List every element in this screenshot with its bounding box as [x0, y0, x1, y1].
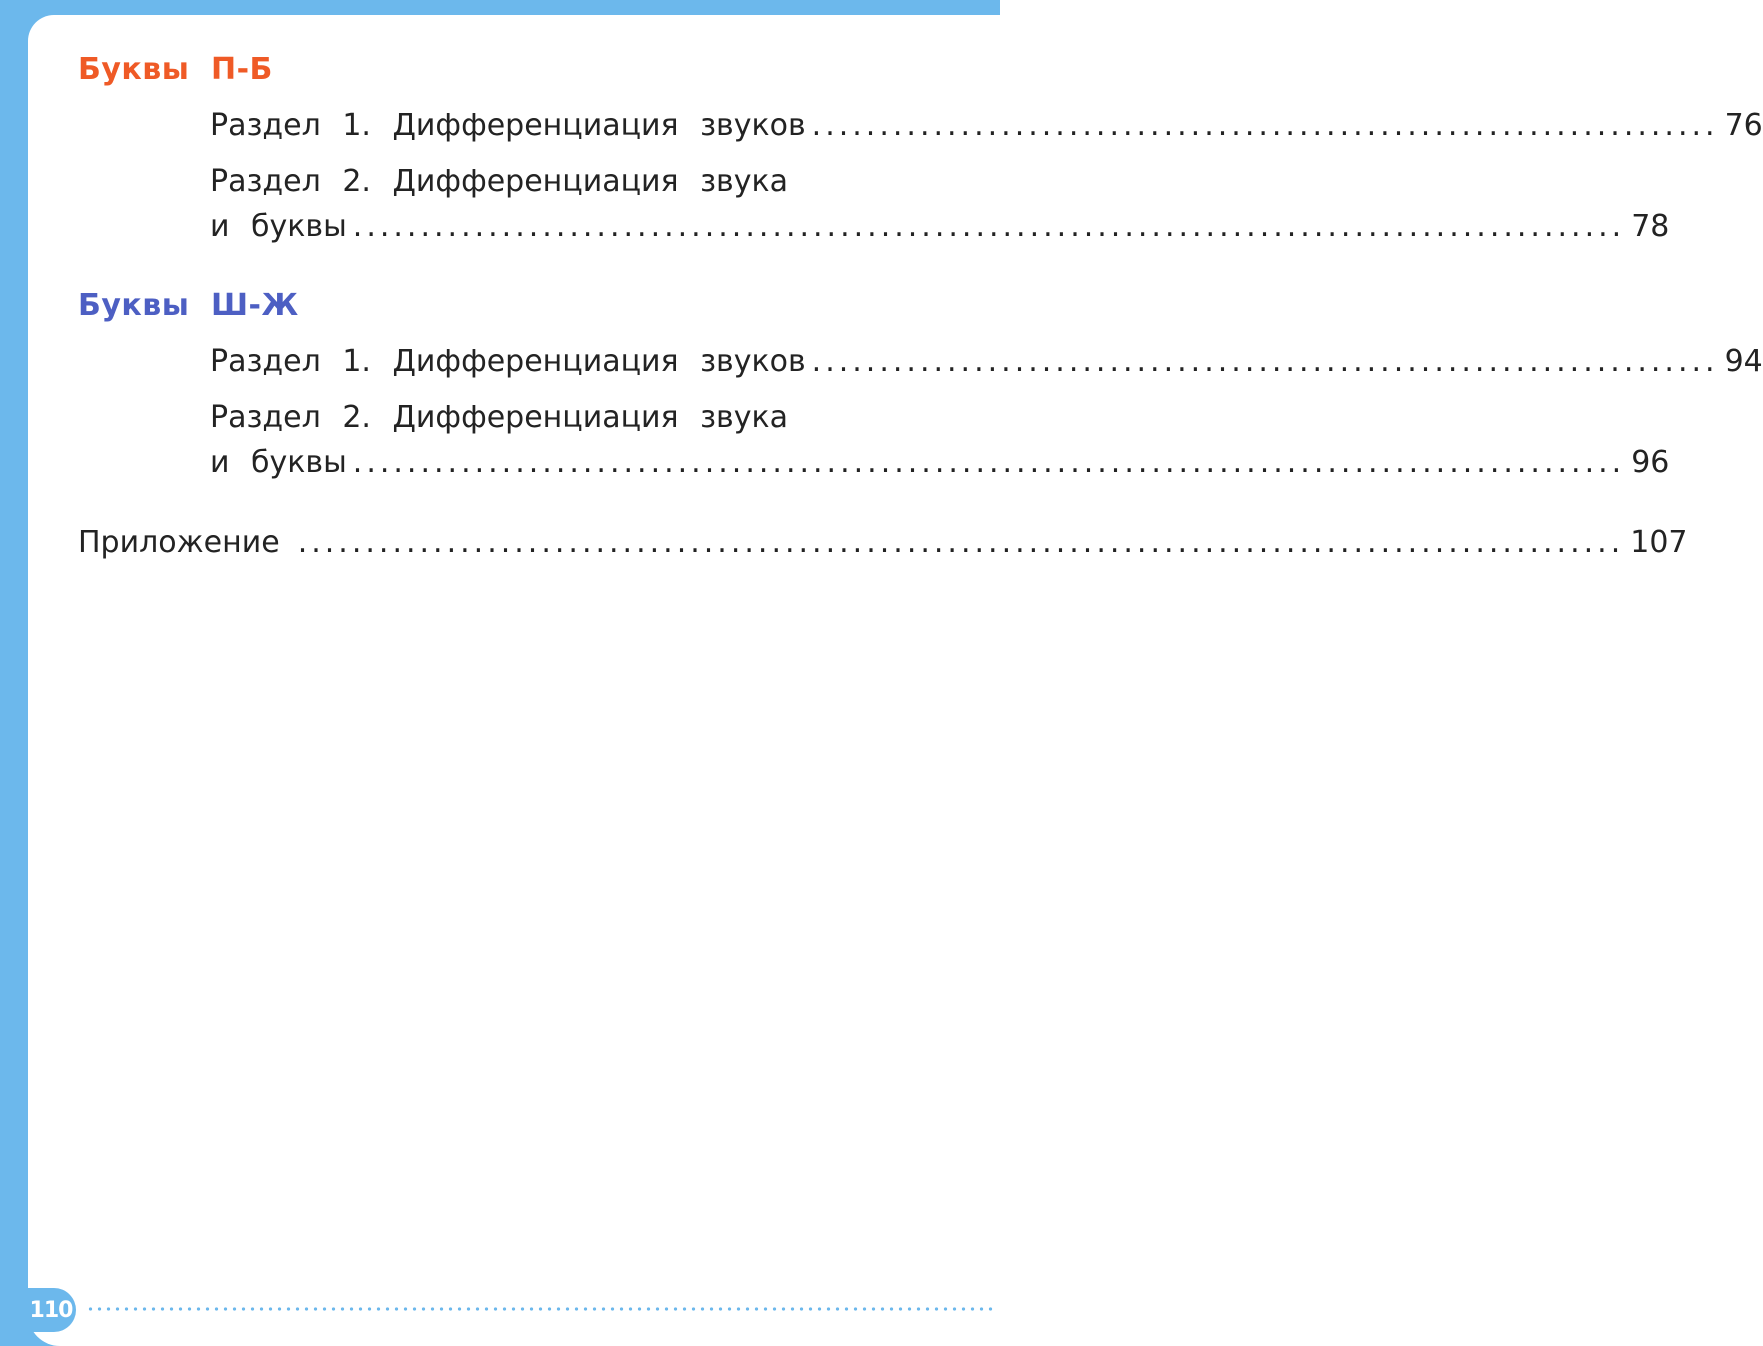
toc-page-number: 94	[1724, 344, 1763, 379]
page-number: 110	[29, 1297, 73, 1323]
dot-leader: ..............................................................................................	[352, 209, 1626, 244]
dot-leader: ..............................................................................................	[352, 445, 1626, 480]
section-heading-word: Буквы	[78, 52, 190, 87]
toc-entry[interactable]	[210, 344, 1763, 379]
toc-entry-label: Раздел 1. Дифференциация звуков	[210, 108, 806, 143]
toc-entry-label: и буквы	[210, 445, 347, 480]
section-heading-p-b	[78, 52, 273, 87]
toc-entry-appendix[interactable]	[78, 525, 1688, 560]
toc-entry-label: Приложение	[78, 525, 280, 560]
toc-page-number: 107	[1630, 525, 1688, 560]
page-number-tab	[26, 1288, 76, 1332]
toc-entry[interactable]	[210, 445, 1670, 480]
folio-dotted-rule	[86, 1307, 996, 1311]
toc-entry-label: и буквы	[210, 209, 347, 244]
toc-entry-label: Раздел 1. Дифференциация звуков	[210, 344, 806, 379]
dot-leader: ...................................................................	[811, 344, 1719, 379]
toc-page-number: 76	[1724, 108, 1763, 143]
toc-entry-line: Раздел 2. Дифференциация звука	[210, 164, 788, 199]
toc-entry[interactable]	[210, 108, 1763, 143]
toc-page-number: 78	[1631, 209, 1670, 244]
toc-entry-line: Раздел 2. Дифференциация звука	[210, 400, 788, 435]
toc-page-number: 96	[1631, 445, 1670, 480]
section-heading-letters: Ш-Ж	[211, 288, 299, 323]
dot-leader: ..................................................................................................	[297, 525, 1625, 560]
section-heading-sh-zh	[78, 288, 299, 323]
section-heading-word: Буквы	[78, 288, 190, 323]
toc-entry[interactable]	[210, 209, 1670, 244]
section-heading-letters: П-Б	[211, 52, 273, 87]
dot-leader: ...................................................................	[811, 108, 1719, 143]
